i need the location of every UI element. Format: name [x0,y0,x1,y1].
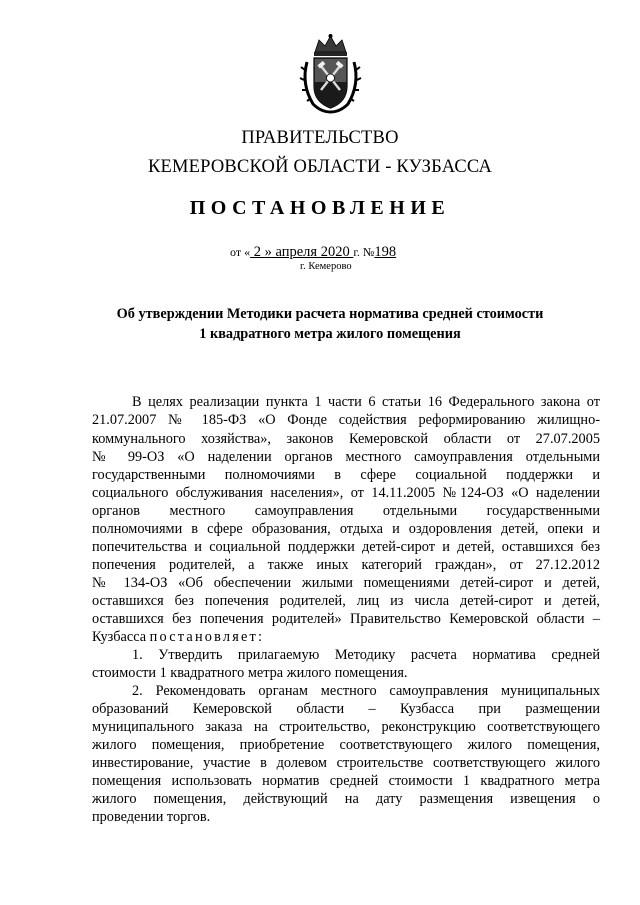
body-line: попечительства и социальной поддержки детей-сирот и детей, оставшихся без [92,539,600,555]
body-line: муниципального заказа на строительство, реконструкцию соответствующего [92,719,600,735]
body-line: 1. Утвердить прилагаемую Методику расчета норматива средней [132,647,600,663]
subject-line1: Об утверждении Методики расчета норматива средней стоимости [116,306,544,322]
body-line: 2. Рекомендовать органам местного самоуправления муниципальных [132,683,600,699]
body-line: образований Кемеровской области – Кузбасса при размещении [92,701,600,717]
date-prefix: от « [230,245,251,259]
body-line: № 134-ОЗ «Об обеспечении жилыми помещениями детей-сирот и детей, [92,575,600,591]
resolves-word: постановляет: [149,629,265,645]
body-line: проведении торгов. [92,809,211,825]
body-line: 21.07.2007 № 185-ФЗ «О Фонде содействия реформированию жилищно- [92,412,600,428]
city-name: г. Кемерово [300,261,352,272]
body-line: помещения использовать норматив средней стоимости 1 квадратного метра [92,773,600,789]
body-text: Кузбасса [92,629,150,645]
body-line: органов местного самоуправления отдельными государственными [92,503,600,519]
document-number: 198 [374,244,397,260]
body-line [92,628,600,646]
date-separator: » [264,244,272,260]
date-month-year: апреля 2020 [271,244,354,260]
number-label: № [359,245,375,259]
document-type-title: ПОСТАНОВЛЕНИЕ [189,197,451,219]
date-year-suffix: г. [353,245,360,259]
body-line: коммунального хозяйства», законов Кемеровской области от 27.07.2005 [92,431,600,447]
body-line: полномочиями в сфере образования, отдыха и оздоровления детей, опеки и [92,521,600,537]
subject-line2: 1 квадратного метра жилого помещения [199,326,461,342]
body-line: оставшихся без попечения родителей, лиц из числа детей-сирот и детей, [92,593,600,609]
body-line: оставшихся без попечения родителей» Правительство Кемеровской области – [92,611,600,627]
government-name-line1: ПРАВИТЕЛЬСТВО [241,128,399,148]
date-day: 2 [250,244,265,260]
body-line: № 99-ОЗ «О наделении органов местного самоуправления отдельными [92,449,600,465]
body-line: В целях реализации пункта 1 части 6 статьи 16 Федерального закона от [132,394,600,410]
body-line: стоимости 1 квадратного метра жилого помещения. [92,665,408,681]
body-line: государственными полномочиями в сфере социальной поддержки и [92,467,600,483]
body-line: жилого помещения, действующий на дату размещения извещения о [92,791,600,807]
dateline [230,244,450,261]
government-name-line2: КЕМЕРОВСКОЙ ОБЛАСТИ - КУЗБАССА [147,157,493,177]
body-line: инвестирование, участие в долевом строительстве соответствующего жилого [92,755,600,771]
body-line: попечения родителей, а также иных категорий граждан», от 27.12.2012 [92,557,600,573]
kuzbass-coat-of-arms-icon [299,32,362,114]
body-line: социального обслуживания населения», от 14.11.2005 №124-ОЗ «О наделении [92,485,600,501]
body-line: жилого помещения, приобретение соответствующего жилого помещения, [92,737,600,753]
